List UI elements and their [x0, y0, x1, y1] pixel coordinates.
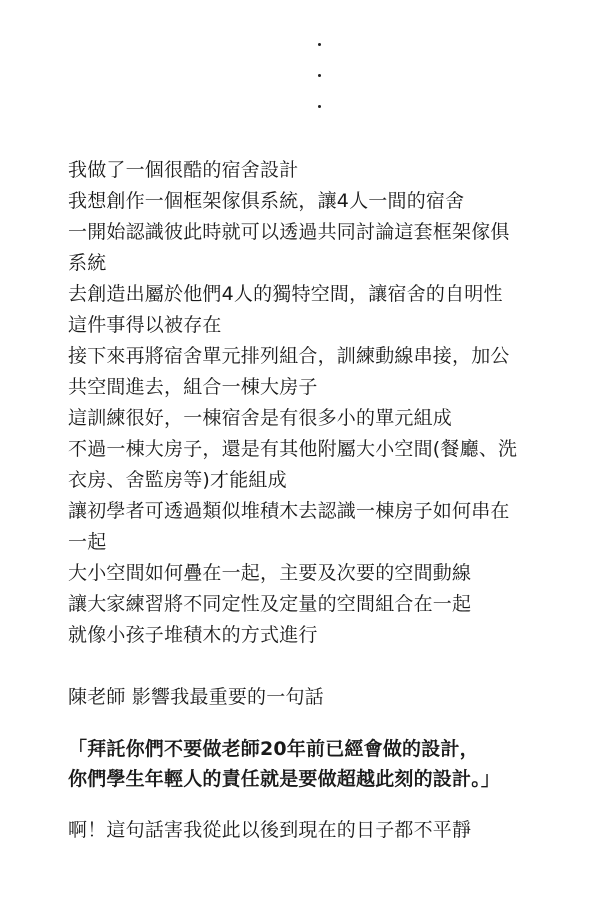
paragraph-line: 我做了一個很酷的宿舍設計 [68, 159, 299, 181]
paragraph-line: 接下來再將宿舍單元排列組合，訓練動線串接，加公 [68, 345, 510, 367]
paragraph-line: 去創造出屬於他們4人的獨特空間，讓宿舍的自明性 [68, 283, 503, 305]
paragraph-line: 一起 [68, 531, 107, 553]
dot-3 [318, 105, 321, 108]
paragraph-line: 讓初學者可透過類似堆積木去認識一棟房子如何串在 [68, 500, 510, 522]
quote-line: 你們學生年輕人的責任就是要做超越此刻的設計。」 [68, 768, 501, 790]
spacer [68, 651, 588, 682]
paragraph-line: 就像小孩子堆積木的方式進行 [68, 624, 318, 646]
dot-1 [318, 43, 321, 46]
paragraph-line: 不過一棟大房子，還是有其他附屬大小空間(餐廳、洗 [68, 438, 518, 460]
article-body [68, 155, 588, 846]
paragraph-line: 系統 [68, 252, 107, 274]
dot-2 [318, 74, 321, 77]
paragraph-line: 這訓練很好，一棟宿舍是有很多小的單元組成 [68, 407, 453, 429]
paragraph-line: 共空間進去，組合一棟大房子 [68, 376, 318, 398]
paragraph-line: 我想創作一個框架傢俱系統，讓4人一間的宿舍 [68, 190, 465, 212]
teacher-line: 陳老師 影響我最重要的一句話 [68, 686, 324, 708]
paragraph-line: 衣房、舍監房等)才能組成 [68, 469, 287, 491]
ending-line: 啊！這句話害我從此以後到現在的日子都不平靜 [68, 819, 472, 841]
main-paragraph [68, 155, 588, 651]
quote-line: 「拜託你們不要做老師20年前已經會做的設計， [68, 738, 479, 760]
paragraph-line: 讓大家練習將不同定性及定量的空間組合在一起 [68, 593, 472, 615]
paragraph-line: 一開始認識彼此時就可以透過共同討論這套框架傢俱 [68, 221, 510, 243]
paragraph-line: 大小空間如何疊在一起，主要及次要的空間動線 [68, 562, 472, 584]
paragraph-line: 這件事得以被存在 [68, 314, 222, 336]
teacher-quote [68, 734, 588, 794]
